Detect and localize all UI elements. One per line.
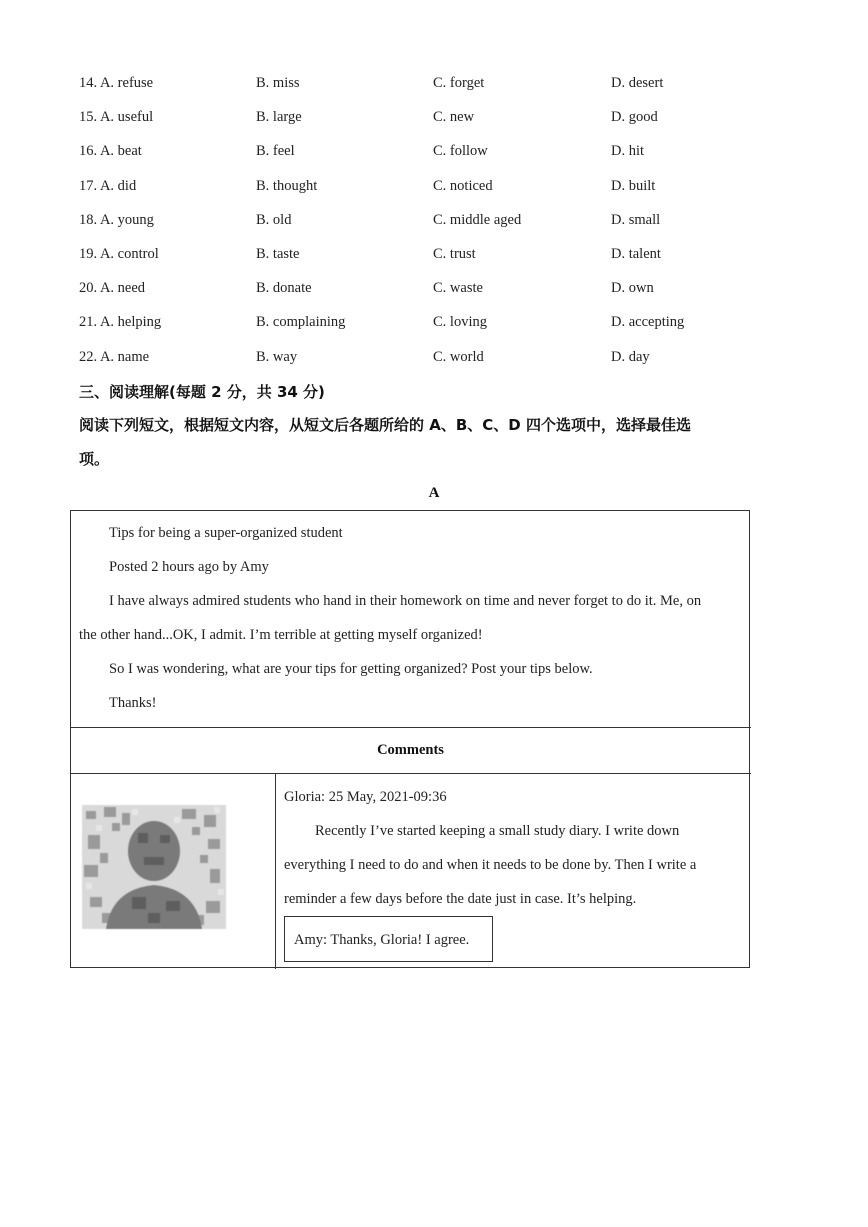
- option-row: [79, 349, 799, 369]
- option-row: [79, 109, 799, 129]
- post-body-line: the other hand...OK, I admit. I’m terrible at getting myself organized!: [79, 627, 483, 643]
- option-a: [79, 314, 161, 331]
- option-b: B. old: [256, 211, 292, 228]
- section-heading: 三、阅读理解(每题 2 分，共 34 分): [79, 383, 325, 401]
- option-a: [79, 75, 153, 92]
- option-d: D. accepting: [611, 314, 685, 331]
- option-d: D. built: [611, 177, 656, 194]
- instruction-line-1: 阅读下列短文，根据短文内容，从短文后各题所给的 A、B、C、D 四个选项中，选择最佳选: [79, 416, 691, 434]
- comment-text-line: everything I need to do and when it needs to be done by. Then I write a: [284, 857, 697, 873]
- option-a-text: A. young: [99, 211, 154, 228]
- question-number: 19.: [79, 246, 98, 262]
- question-number: 22.: [79, 348, 98, 365]
- post-signoff: Thanks!: [109, 695, 157, 711]
- option-row: [79, 246, 799, 266]
- question-number: 16.: [79, 143, 98, 160]
- option-d: D. talent: [611, 246, 661, 262]
- option-a: [79, 212, 154, 229]
- option-d: D. good: [611, 109, 658, 126]
- option-d: D. hit: [611, 143, 645, 160]
- option-b: B. taste: [256, 246, 300, 262]
- question-number: 15.: [79, 109, 98, 126]
- option-c: C. trust: [433, 246, 476, 262]
- comment-author: Gloria: 25 May, 2021-09:36: [284, 789, 447, 805]
- option-row: [79, 75, 799, 95]
- option-a-text: A. control: [99, 246, 159, 262]
- option-b: B. thought: [256, 177, 318, 194]
- table-divider: [70, 773, 751, 774]
- option-b: B. way: [256, 348, 298, 365]
- post-body-line: I have always admired students who hand in their homework on time and never forget to do it. Me, on: [109, 593, 702, 609]
- option-c: C. loving: [433, 314, 487, 331]
- option-a: [79, 143, 142, 160]
- option-d: D. desert: [611, 75, 664, 91]
- option-b: B. feel: [256, 143, 295, 160]
- option-c: C. world: [433, 348, 484, 365]
- option-row: [79, 143, 799, 163]
- option-b: B. donate: [256, 280, 312, 297]
- post-body-line: So I was wondering, what are your tips for getting organized? Post your tips below.: [109, 661, 593, 677]
- option-b: B. complaining: [256, 314, 346, 331]
- option-c: C. waste: [433, 280, 483, 297]
- question-number: 18.: [79, 211, 98, 228]
- option-a-text: A. did: [99, 177, 137, 194]
- option-row: [79, 314, 799, 334]
- option-d: D. day: [611, 348, 650, 365]
- option-d: D. own: [611, 280, 654, 297]
- option-a-text: A. beat: [99, 143, 142, 160]
- option-a: [79, 280, 145, 297]
- option-a-text: A. refuse: [99, 75, 154, 91]
- table-divider: [70, 727, 751, 728]
- comments-heading: Comments: [377, 742, 444, 758]
- option-c: C. noticed: [433, 177, 493, 194]
- question-number: 14.: [79, 75, 98, 91]
- option-a: [79, 178, 136, 195]
- avatar-image: [82, 805, 226, 929]
- option-c: C. new: [433, 109, 475, 126]
- comment-text-line: reminder a few days before the date just in case. It’s helping.: [284, 891, 637, 907]
- question-number: 20.: [79, 280, 98, 297]
- post-title: Tips for being a super-organized student: [109, 525, 343, 541]
- option-row: [79, 280, 799, 300]
- option-d: D. small: [611, 211, 661, 228]
- table-column-divider: [275, 773, 276, 969]
- instruction-line-2: 项。: [79, 450, 110, 468]
- option-a: [79, 109, 153, 126]
- option-row: [79, 212, 799, 232]
- option-row: [79, 178, 799, 198]
- option-c: C. follow: [433, 143, 488, 160]
- option-b: B. miss: [256, 75, 300, 91]
- option-a-text: A. name: [99, 348, 150, 365]
- option-a-text: A. helping: [99, 314, 162, 331]
- question-number: 21.: [79, 314, 98, 331]
- option-a-text: A. useful: [99, 109, 154, 126]
- post-meta: Posted 2 hours ago by Amy: [109, 559, 269, 575]
- option-c: C. middle aged: [433, 211, 522, 228]
- comment-text-line: Recently I’ve started keeping a small study diary. I write down: [315, 823, 680, 839]
- option-a: [79, 349, 149, 366]
- option-a: [79, 246, 159, 263]
- passage-label: A: [428, 485, 440, 501]
- option-c: C. forget: [433, 75, 485, 91]
- option-a-text: A. need: [99, 280, 146, 297]
- question-number: 17.: [79, 177, 98, 194]
- reply-text: Amy: Thanks, Gloria! I agree.: [294, 932, 470, 948]
- option-b: B. large: [256, 109, 302, 126]
